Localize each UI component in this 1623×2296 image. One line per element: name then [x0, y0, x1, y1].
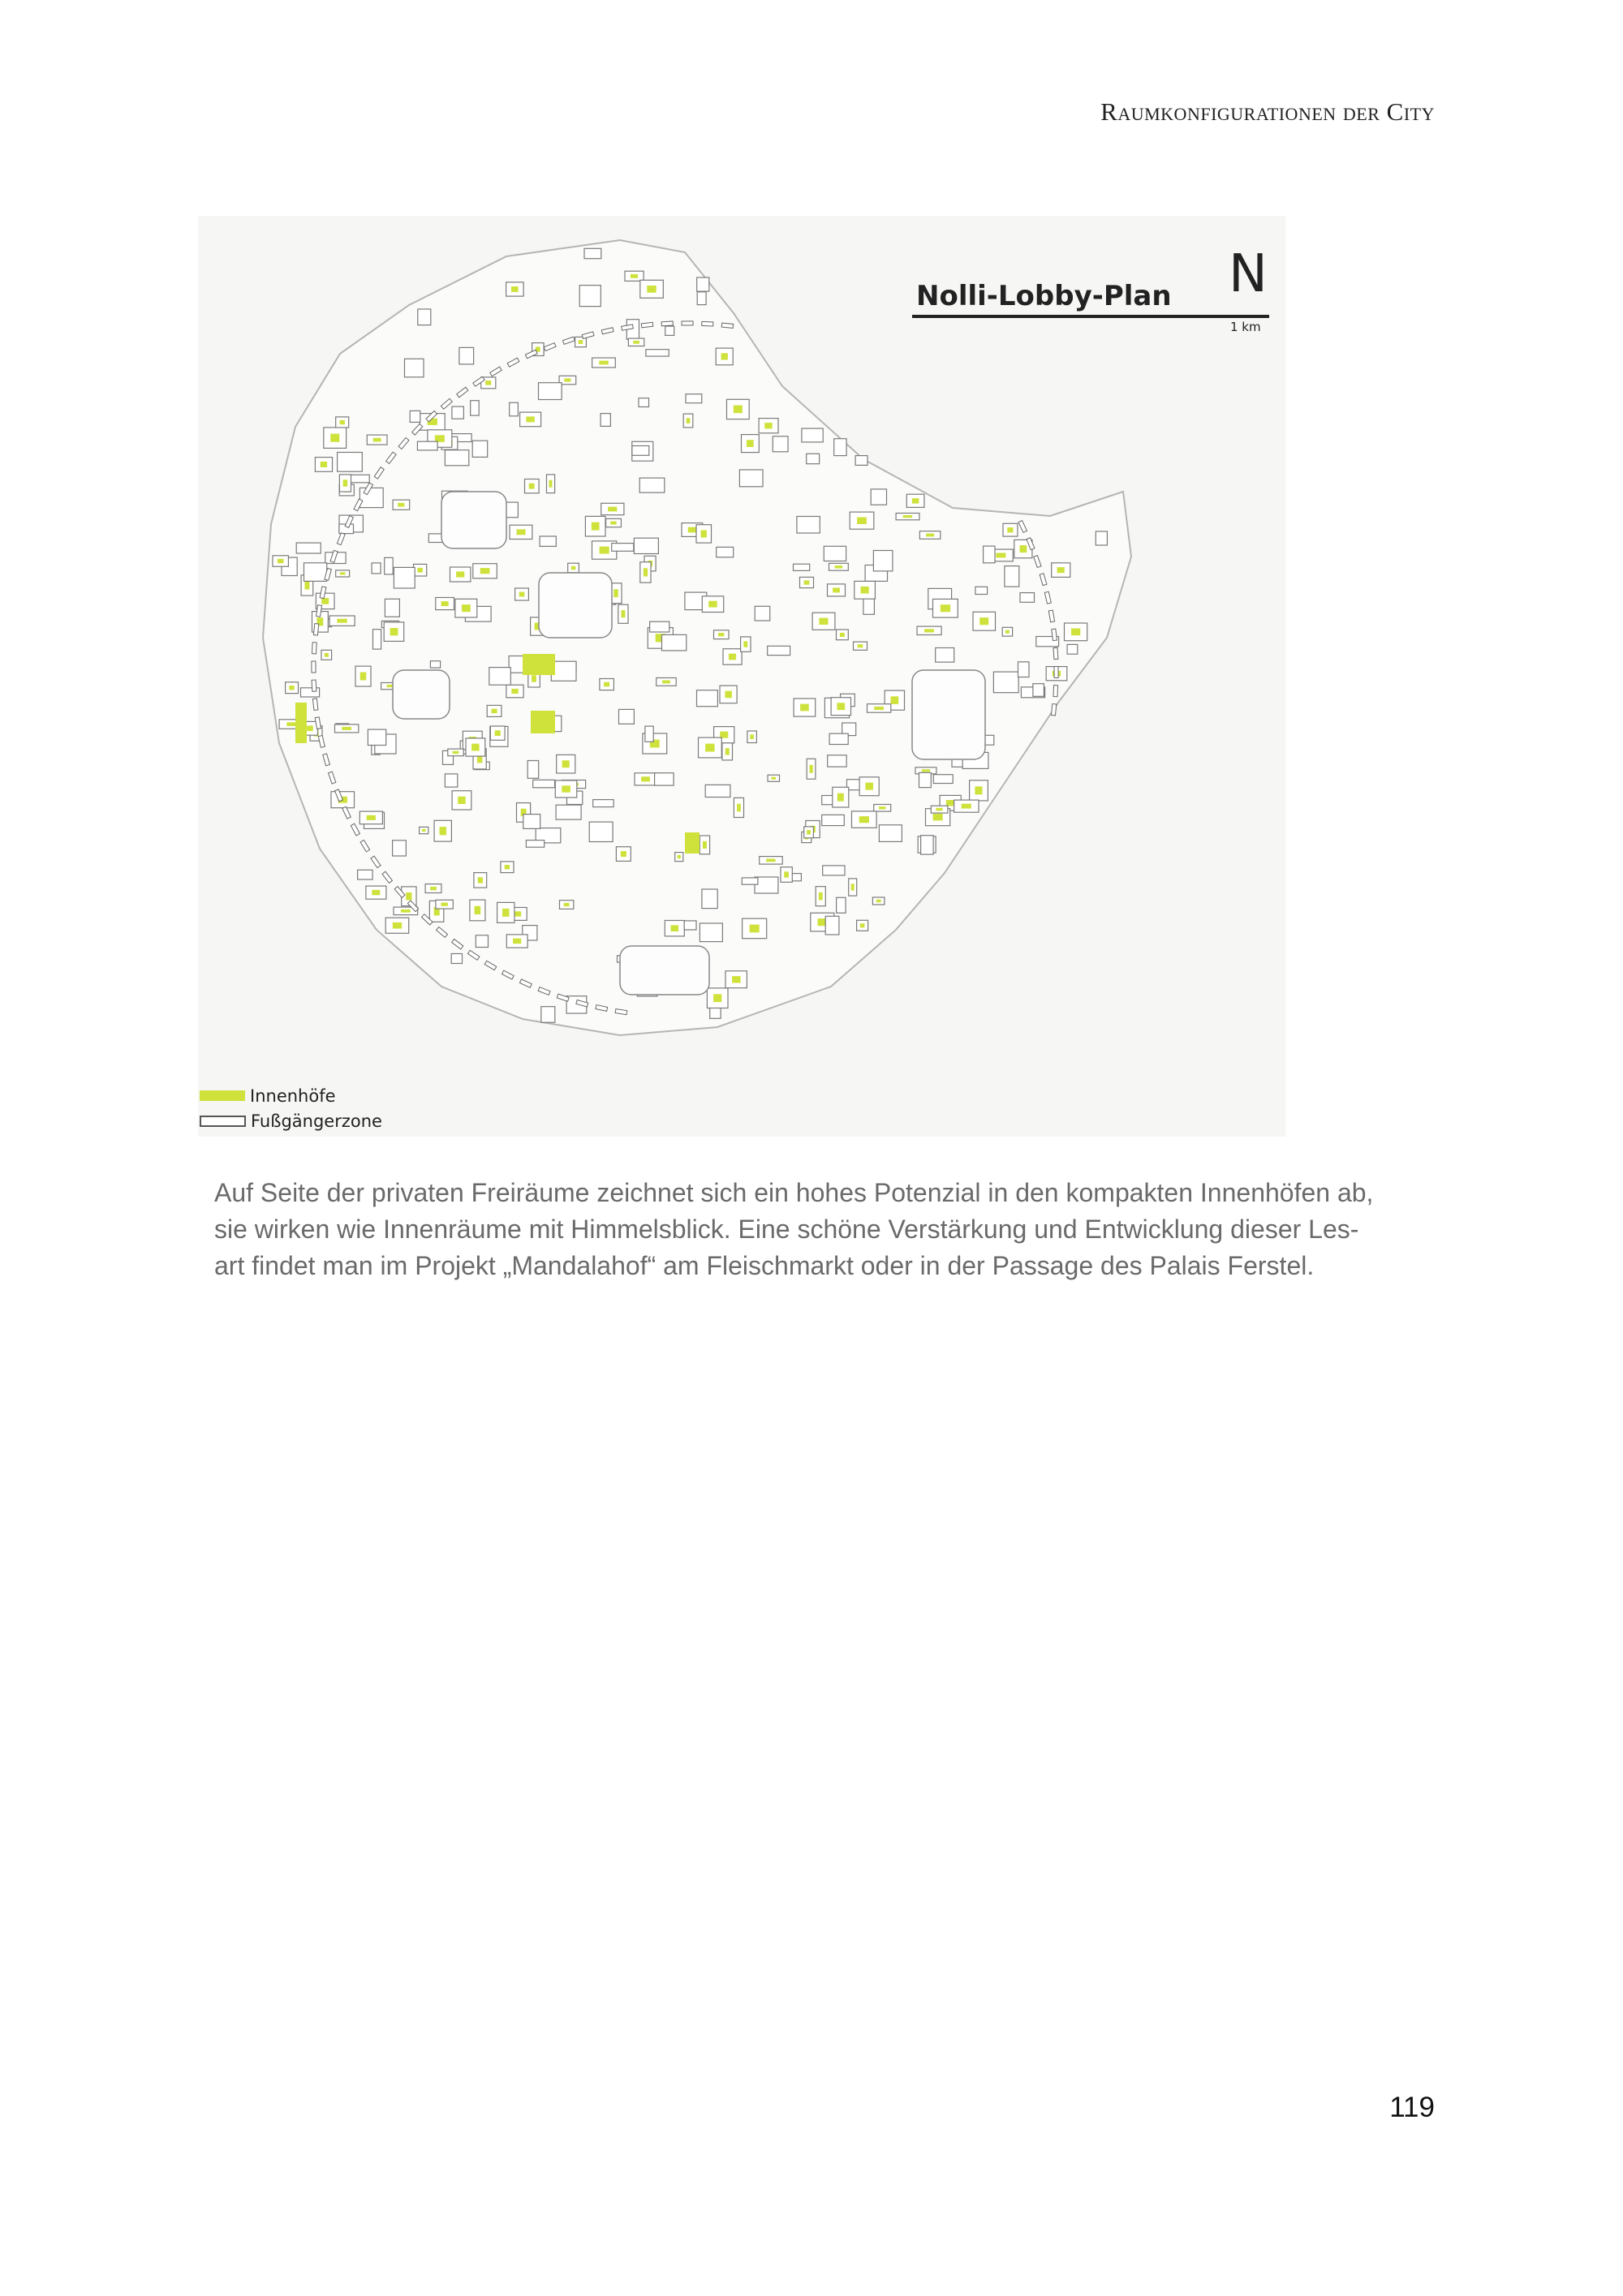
courtyard-mark	[337, 619, 347, 623]
courtyard-mark	[725, 748, 730, 755]
building-block	[855, 456, 867, 466]
building-block	[445, 774, 457, 787]
ring-road-segment	[313, 624, 318, 635]
courtyard-mark	[289, 686, 294, 690]
courtyard-mark	[903, 515, 913, 518]
ring-road-segment	[1051, 704, 1056, 716]
ring-road-segment	[721, 323, 733, 328]
building-block	[452, 406, 464, 419]
building-block	[589, 822, 613, 841]
courtyard-mark	[662, 681, 670, 684]
courtyard-mark	[440, 827, 447, 835]
building-block	[829, 733, 848, 744]
building-block	[665, 326, 674, 335]
building-block	[686, 394, 702, 403]
running-head: Raumkonfigurationen der City	[1100, 97, 1435, 126]
courtyard-mark	[321, 462, 327, 467]
building-block	[662, 634, 687, 651]
courtyard-mark	[340, 420, 345, 424]
building-block	[540, 536, 556, 546]
courtyard-mark	[305, 582, 310, 590]
building-block	[579, 286, 601, 307]
north-arrow-icon: N	[1229, 244, 1268, 304]
courtyard-mark	[865, 783, 873, 790]
courtyard-mark	[804, 580, 810, 584]
building-block	[418, 309, 431, 325]
courtyard-mark	[471, 744, 480, 751]
building-block	[646, 350, 669, 356]
courtyard-mark	[367, 815, 376, 820]
courtyard-mark	[360, 673, 367, 681]
courtyard-mark	[398, 503, 404, 507]
building-block	[717, 547, 734, 557]
building-block	[619, 709, 635, 724]
courtyard-mark	[771, 777, 776, 780]
building-block	[393, 841, 407, 856]
ring-road-segment	[1053, 647, 1058, 659]
building-block	[742, 878, 758, 884]
building-block	[476, 935, 488, 948]
courtyard-mark	[720, 732, 728, 738]
building-block	[933, 775, 953, 784]
building-block	[510, 402, 519, 416]
courtyard-large	[531, 711, 555, 733]
courtyard-mark	[517, 529, 526, 535]
ring-road-segment	[1052, 629, 1057, 640]
courtyard-mark	[926, 534, 934, 537]
scale-label: 1 km	[1230, 320, 1261, 334]
courtyard-mark	[721, 353, 728, 359]
courtyard-mark	[743, 641, 747, 647]
ring-road-segment	[312, 661, 316, 673]
courtyard-mark	[599, 361, 609, 365]
building-block	[828, 755, 846, 767]
courtyard-mark	[478, 877, 483, 883]
courtyard-mark	[485, 381, 491, 385]
building-block	[825, 916, 839, 935]
courtyard-mark	[325, 653, 329, 657]
courtyard-mark	[622, 610, 626, 617]
courtyard-mark	[519, 592, 525, 597]
courtyard-mark	[422, 829, 426, 832]
courtyard-mark	[800, 704, 809, 712]
legend-swatch-outline	[200, 1116, 246, 1127]
courtyard-mark	[933, 814, 943, 820]
courtyard-mark	[441, 903, 448, 906]
courtyard-mark	[1071, 629, 1080, 636]
courtyard-mark	[924, 629, 934, 632]
building-block	[459, 347, 474, 364]
ring-road-segment	[682, 321, 693, 325]
park-area	[539, 573, 612, 638]
park-area	[620, 946, 709, 995]
courtyard-mark	[453, 751, 459, 754]
building-block	[523, 815, 540, 829]
courtyard-mark	[737, 804, 741, 812]
map-title: Nolli-Lobby-Plan	[916, 280, 1172, 312]
building-block	[919, 772, 932, 787]
building-block	[445, 450, 468, 466]
building-block	[1033, 684, 1044, 697]
courtyard-mark	[480, 568, 490, 574]
courtyard-mark	[732, 976, 741, 982]
courtyard-mark	[495, 730, 501, 736]
courtyard-mark	[321, 598, 329, 604]
courtyard-mark	[401, 909, 411, 913]
building-block	[650, 621, 669, 632]
courtyard-mark	[462, 604, 471, 612]
courtyard-mark	[579, 340, 583, 344]
building-block	[584, 248, 601, 258]
ring-road-segment	[312, 643, 317, 654]
building-block	[697, 277, 709, 291]
ring-road-segment	[312, 699, 318, 710]
courtyard-mark	[610, 522, 617, 525]
courtyard-mark	[343, 479, 348, 487]
courtyard-mark	[819, 892, 823, 901]
courtyard-mark	[278, 559, 284, 563]
courtyard-mark	[708, 601, 717, 608]
legend-item-fussgaengerzone	[200, 1108, 382, 1133]
courtyard-mark	[564, 378, 570, 381]
courtyard-mark	[946, 800, 955, 806]
legend-item-innenhoefe	[200, 1083, 382, 1108]
nolli-lobby-plan-figure	[198, 216, 1285, 1137]
courtyard-mark	[430, 887, 437, 890]
courtyard-mark	[747, 440, 754, 447]
building-block	[822, 815, 845, 825]
courtyard-mark	[571, 566, 576, 570]
courtyard-mark	[621, 851, 626, 857]
building-block	[358, 870, 373, 879]
courtyard-mark	[1005, 630, 1010, 634]
park-area	[393, 670, 450, 719]
body-line: sie wirken wie Innenräume mit Himmelsblick. Eine schöne Verstärkung und Entwicklung dieser Les-	[214, 1215, 1359, 1244]
building-block	[372, 563, 381, 574]
ring-road-segment	[641, 322, 652, 328]
courtyard-mark	[390, 628, 398, 635]
building-block	[489, 668, 511, 686]
body-line: art findet man im Projekt „Mandalahof“ am Fleischmarkt oder in der Passage des Palais Ferstel.	[214, 1251, 1315, 1280]
legend-label: Fußgängerzone	[251, 1111, 382, 1131]
courtyard-mark	[441, 601, 449, 606]
courtyard-mark	[840, 633, 845, 637]
building-block	[405, 359, 424, 377]
building-block	[645, 726, 653, 742]
building-block	[417, 441, 437, 450]
courtyard-mark	[857, 518, 867, 525]
park-area	[912, 670, 985, 759]
building-block	[802, 428, 823, 442]
courtyard-mark	[764, 423, 773, 428]
courtyard-mark	[912, 498, 919, 504]
map-legend	[200, 1083, 382, 1133]
building-block	[632, 446, 649, 456]
building-block	[541, 1007, 555, 1023]
courtyard-mark	[340, 572, 346, 574]
body-paragraph	[214, 1175, 1441, 1284]
courtyard-mark	[705, 744, 715, 752]
courtyard-mark	[851, 884, 855, 891]
building-block	[697, 292, 706, 305]
building-block	[700, 923, 722, 942]
legend-label: Innenhöfe	[250, 1086, 336, 1106]
courtyard-mark	[687, 418, 691, 424]
courtyard-mark	[562, 785, 570, 792]
courtyard-mark	[647, 286, 656, 293]
park-area	[441, 492, 506, 548]
courtyard-mark	[810, 765, 813, 773]
building-block	[824, 546, 846, 561]
courtyard-mark	[644, 568, 648, 576]
ring-road-segment	[1053, 686, 1058, 697]
ring-road-segment	[661, 321, 673, 326]
courtyard-mark	[718, 633, 724, 636]
page-number: 119	[1389, 2092, 1435, 2123]
courtyard-mark	[372, 890, 380, 895]
building-block	[1005, 566, 1019, 587]
courtyard-mark	[631, 274, 638, 278]
courtyard-mark	[891, 696, 899, 704]
courtyard-mark	[837, 793, 844, 802]
courtyard-mark	[641, 776, 650, 781]
building-block	[807, 454, 820, 463]
courtyard-mark	[819, 618, 828, 625]
courtyard-mark	[373, 438, 381, 442]
courtyard-mark	[330, 434, 339, 442]
courtyard-mark	[734, 406, 743, 414]
courtyard-mark	[633, 341, 639, 344]
courtyard-large	[295, 703, 307, 743]
building-block	[1096, 531, 1107, 545]
building-block	[601, 414, 610, 427]
building-block	[385, 599, 399, 617]
building-block	[871, 489, 886, 505]
courtyard-mark	[604, 682, 609, 687]
building-block	[773, 436, 788, 452]
courtyard-mark	[750, 925, 760, 933]
building-block	[755, 606, 770, 621]
building-block	[556, 805, 581, 819]
building-block	[921, 836, 934, 854]
building-block	[1018, 662, 1030, 677]
courtyard-mark	[807, 830, 811, 835]
building-block	[304, 563, 327, 582]
building-block	[705, 785, 730, 797]
courtyard-mark	[532, 675, 536, 681]
courtyard-mark	[549, 480, 553, 488]
courtyard-mark	[1020, 545, 1027, 553]
building-block	[1020, 593, 1035, 603]
building-block	[394, 567, 415, 588]
courtyard-mark	[600, 547, 609, 554]
courtyard-large	[685, 832, 700, 853]
courtyard-mark	[996, 553, 1005, 558]
courtyard-mark	[475, 906, 481, 914]
building-block	[612, 544, 634, 552]
building-block	[834, 439, 846, 456]
building-block	[506, 502, 519, 518]
building-block	[471, 401, 480, 415]
building-block	[373, 630, 381, 649]
courtyard-mark	[861, 587, 869, 594]
courtyard-mark	[837, 703, 845, 710]
building-block	[739, 470, 763, 487]
courtyard-mark	[941, 604, 950, 612]
courtyard-mark	[511, 689, 519, 694]
courtyard-mark	[492, 709, 497, 714]
courtyard-mark	[876, 900, 881, 903]
courtyard-mark	[671, 925, 679, 931]
building-block	[879, 825, 902, 842]
building-block	[296, 543, 321, 553]
building-block	[936, 648, 954, 663]
courtyard-mark	[342, 727, 351, 730]
building-block	[993, 672, 1018, 693]
building-block	[837, 897, 846, 913]
building-block	[526, 841, 544, 848]
courtyard-mark	[458, 797, 466, 804]
building-block	[368, 729, 385, 745]
courtyard-mark	[701, 531, 707, 538]
city-map	[198, 216, 1285, 1137]
courtyard-mark	[678, 855, 681, 858]
building-block	[410, 411, 420, 422]
building-block	[338, 453, 363, 472]
body-line: Auf Seite der privaten Freiräume zeichnet sich ein hohes Potenzial in den kompakten Innenhöfen ab,	[214, 1178, 1374, 1207]
courtyard-mark	[505, 865, 510, 870]
ring-road-segment	[1054, 667, 1058, 678]
building-block	[539, 383, 562, 400]
courtyard-mark	[766, 859, 775, 862]
building-block	[984, 546, 995, 563]
building-block	[873, 551, 893, 571]
courtyard-mark	[975, 786, 982, 794]
building-block	[593, 800, 613, 807]
courtyard-mark	[962, 804, 971, 809]
building-block	[527, 761, 539, 779]
courtyard-large	[523, 654, 555, 675]
building-block	[639, 398, 649, 407]
building-block	[634, 538, 658, 553]
building-block	[350, 475, 370, 483]
courtyard-mark	[729, 654, 736, 660]
courtyard-mark	[502, 909, 510, 917]
courtyard-mark	[703, 841, 707, 849]
courtyard-mark	[979, 617, 988, 625]
courtyard-mark	[526, 416, 534, 422]
building-block	[768, 646, 790, 655]
courtyard-mark	[613, 589, 618, 597]
building-block	[430, 661, 440, 668]
courtyard-mark	[713, 994, 721, 1002]
building-block	[684, 921, 696, 930]
ring-road-segment	[312, 680, 316, 691]
legend-swatch-green	[200, 1090, 245, 1101]
building-block	[797, 517, 820, 534]
courtyard-mark	[750, 734, 754, 739]
courtyard-mark	[860, 923, 865, 927]
building-block	[385, 557, 394, 574]
courtyard-mark	[417, 568, 423, 573]
building-block	[655, 773, 674, 785]
courtyard-mark	[608, 507, 617, 512]
courtyard-mark	[833, 587, 840, 592]
courtyard-mark	[564, 903, 570, 906]
building-block	[702, 889, 717, 909]
ring-road-segment	[702, 321, 713, 326]
building-block	[472, 441, 488, 457]
building-block	[359, 488, 383, 507]
courtyard-mark	[688, 527, 696, 533]
courtyard-mark	[784, 871, 789, 877]
courtyard-mark	[513, 939, 521, 944]
courtyard-mark	[511, 286, 519, 292]
courtyard-mark	[393, 922, 402, 929]
courtyard-mark	[922, 769, 930, 772]
courtyard-mark	[406, 892, 411, 901]
courtyard-mark	[936, 808, 942, 811]
courtyard-mark	[529, 484, 535, 489]
courtyard-mark	[592, 522, 600, 531]
courtyard-mark	[1057, 567, 1065, 573]
courtyard-mark	[456, 571, 464, 577]
courtyard-mark	[858, 644, 863, 647]
courtyard-mark	[286, 722, 296, 726]
building-block	[823, 866, 845, 875]
courtyard-mark	[1007, 527, 1013, 532]
courtyard-mark	[307, 725, 313, 731]
courtyard-mark	[562, 760, 570, 767]
courtyard-mark	[835, 565, 843, 569]
courtyard-mark	[725, 691, 732, 699]
building-block	[1067, 644, 1078, 654]
building-block	[794, 564, 810, 570]
building-block	[533, 780, 555, 788]
building-block	[639, 478, 665, 492]
courtyard-mark	[859, 816, 869, 823]
courtyard-mark	[879, 806, 885, 809]
courtyard-mark	[874, 707, 884, 710]
building-block	[975, 587, 988, 594]
building-block	[451, 954, 462, 964]
building-block	[697, 690, 718, 707]
